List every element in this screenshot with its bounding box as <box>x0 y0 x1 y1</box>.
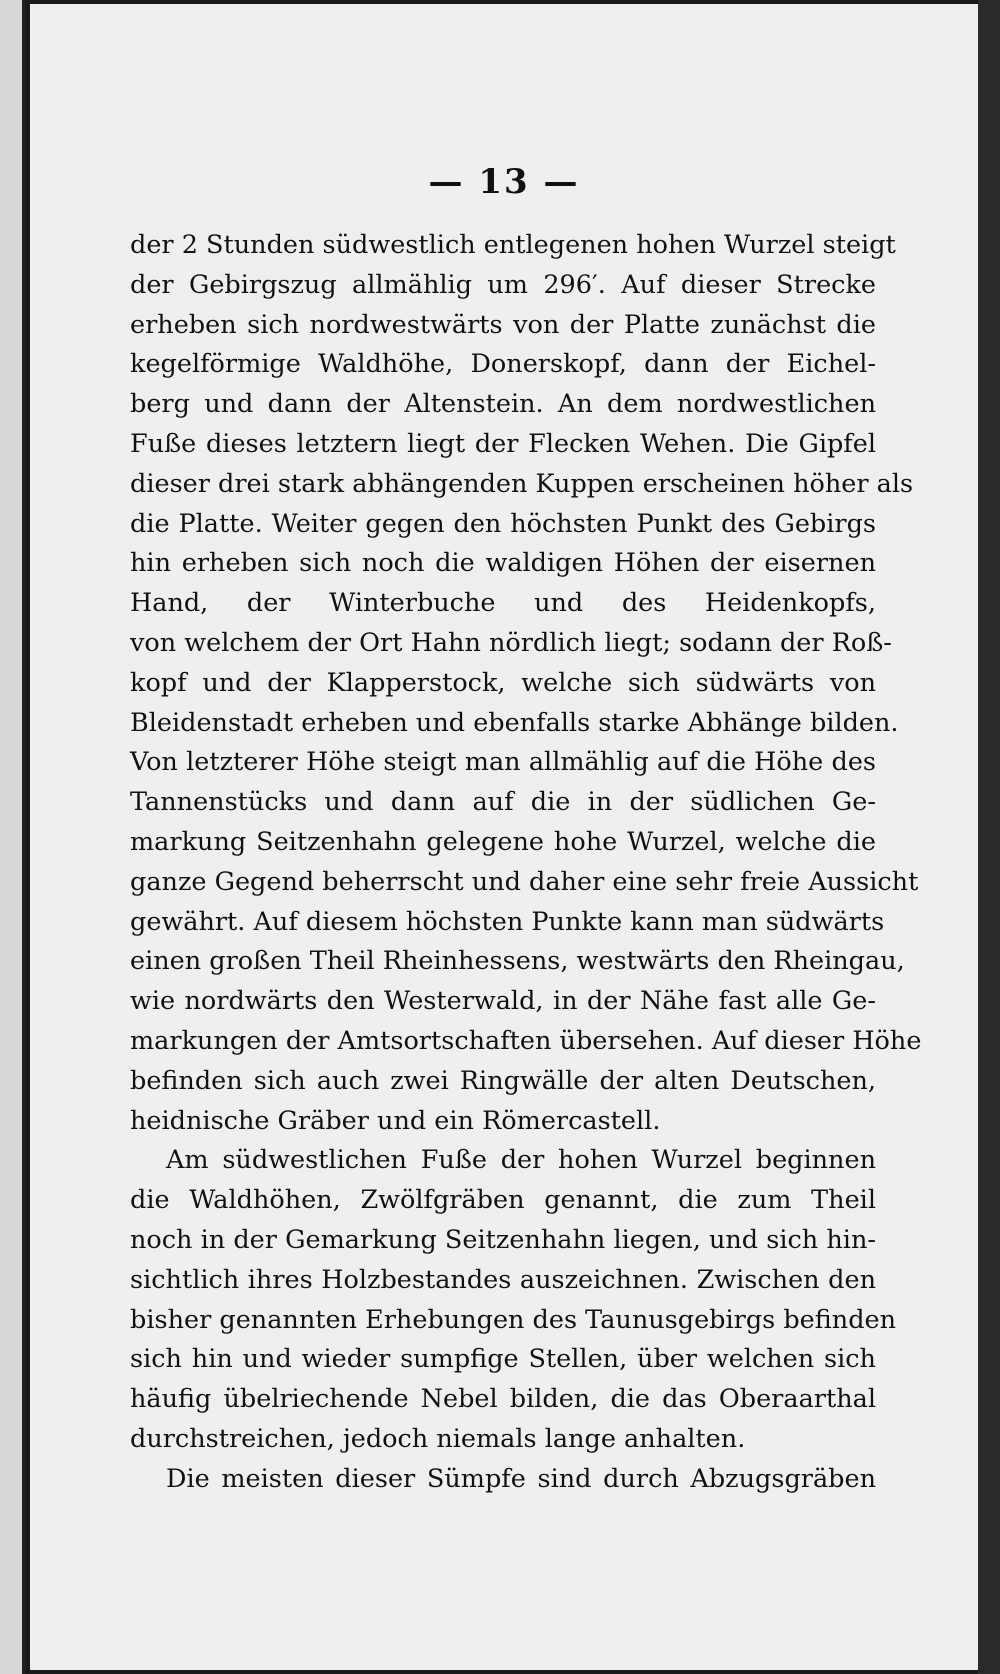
text-line: Von letzterer Höhe steigt man allmählig auf die Höhe des <box>130 747 876 778</box>
text-line: wie nordwärts den Westerwald, in der Nähe fast alle Ge- <box>130 986 876 1017</box>
text-line: noch in der Gemarkung Seitzenhahn liegen, und sich hin- <box>130 1224 876 1255</box>
text-line: heidnische Gräber und ein Römercastell. <box>130 1105 661 1136</box>
text-line: erheben sich nordwestwärts von der Platte zunächst die <box>130 309 876 340</box>
body-text <box>130 226 922 1500</box>
adjacent-page-edge <box>0 0 25 1674</box>
text-line: sich hin und wieder sumpfige Stellen, über welchen sich <box>130 1344 876 1375</box>
text-line: kegelförmige Waldhöhe, Donerskopf, dann der Eichel- <box>130 349 876 380</box>
book-spine-edge <box>978 0 1000 1674</box>
text-line: befinden sich auch zwei Ringwälle der alten Deutschen, <box>130 1065 876 1096</box>
text-line: einen großen Theil Rheinhessens, westwärts den Rheingau, <box>130 946 905 977</box>
book-page <box>30 4 978 1670</box>
text-line: berg und dann der Altenstein. An dem nordwestlichen <box>130 389 876 420</box>
text-line: markungen der Amtsortschaften übersehen. Auf dieser Höhe <box>130 1025 922 1056</box>
text-line: hin erheben sich noch die waldigen Höhen der eisernen <box>130 548 876 579</box>
text-line: dieser drei stark abhängenden Kuppen erscheinen höher als <box>130 468 914 499</box>
text-line: Hand, der Winterbuche und des Heidenkopfs, <box>130 588 876 619</box>
text-line: die Platte. Weiter gegen den höchsten Punkt des Gebirgs <box>130 508 876 539</box>
text-line: sichtlich ihres Holzbestandes auszeichnen. Zwischen den <box>130 1264 876 1295</box>
text-line: kopf und der Klapperstock, welche sich südwärts von <box>130 667 876 698</box>
text-line: Am südwestlichen Fuße der hohen Wurzel beginnen <box>166 1145 876 1176</box>
text-line: Bleidenstadt erheben und ebenfalls starke Abhänge bilden. <box>130 707 899 738</box>
text-line: gewährt. Auf diesem höchsten Punkte kann man südwärts <box>130 906 885 937</box>
text-line: der 2 Stunden südwestlich entlegenen hohen Wurzel steigt <box>130 230 896 260</box>
text-line: der Gebirgszug allmählig um 296′. Auf dieser Strecke <box>130 269 876 300</box>
text-line: von welchem der Ort Hahn nördlich liegt; sodann der Roß- <box>130 627 892 658</box>
page-number: — 13 — <box>428 162 580 202</box>
text-line: häufig übelriechende Nebel bilden, die das Oberaarthal <box>130 1384 876 1415</box>
text-line: Tannenstücks und dann auf die in der südlichen Ge- <box>130 787 876 818</box>
text-line: die Waldhöhen, Zwölfgräben genannt, die zum Theil <box>130 1185 876 1216</box>
text-line: ganze Gegend beherrscht und daher eine sehr freie Aussicht <box>130 866 919 897</box>
text-line: markung Seitzenhahn gelegene hohe Wurzel, welche die <box>130 826 876 857</box>
text-line: bisher genannten Erhebungen des Taunusgebirgs befinden <box>130 1304 897 1335</box>
text-line: durchstreichen, jedoch niemals lange anhalten. <box>130 1423 746 1454</box>
text-line: Fuße dieses letztern liegt der Flecken Wehen. Die Gipfel <box>130 428 876 459</box>
text-line: Die meisten dieser Sümpfe sind durch Abzugsgräben <box>166 1463 876 1494</box>
